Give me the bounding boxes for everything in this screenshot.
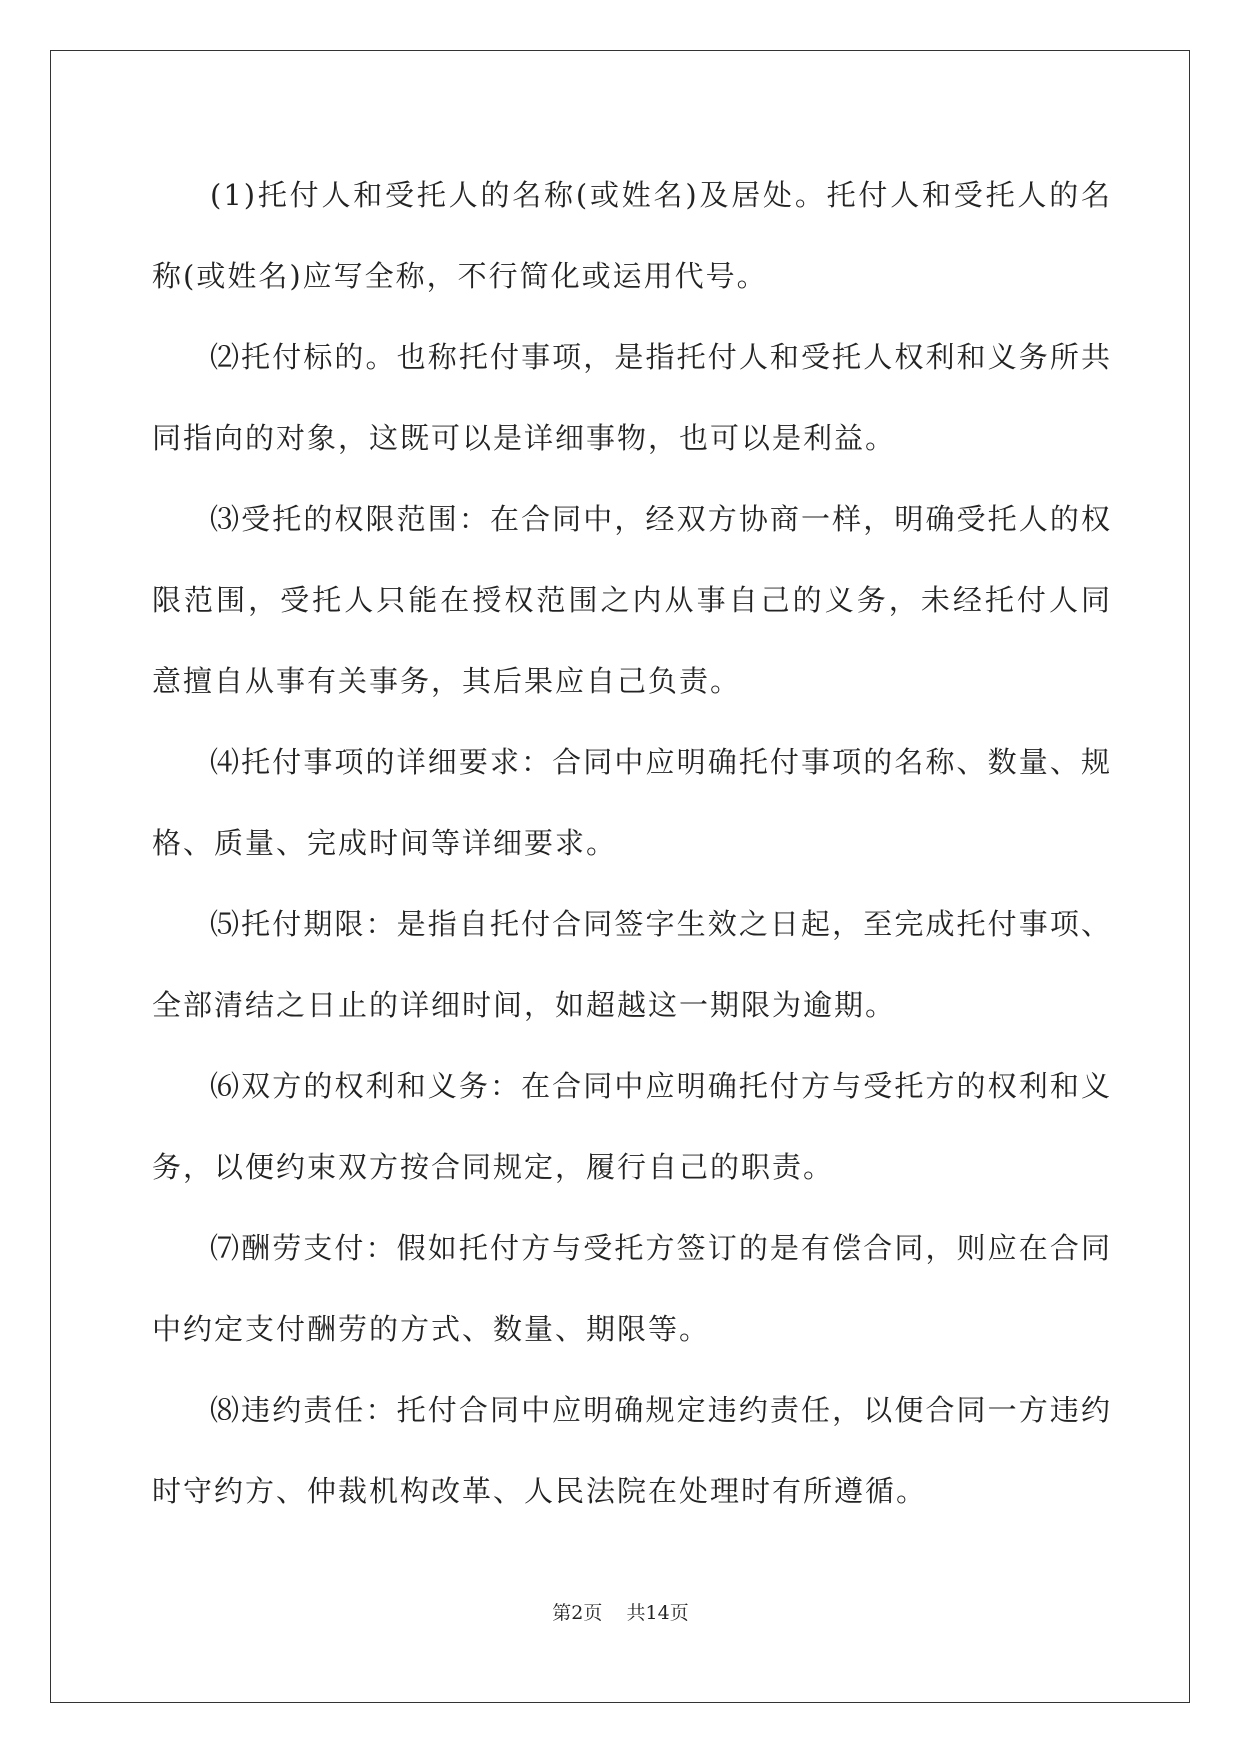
paragraph-2: ⑵托付标的。也称托付事项，是指托付人和受托人权利和义务所共同指向的对象，这既可以是详细事物，也可以是利益。	[152, 340, 1112, 455]
document-body	[152, 155, 1112, 1532]
page-total: 共14页	[626, 1602, 689, 1624]
paragraph-3: ⑶受托的权限范围：在合同中，经双方协商一样，明确受托人的权限范围，受托人只能在授权范围之内从事自己的义务，未经托付人同意擅自从事有关事务，其后果应自己负责。	[152, 502, 1112, 698]
paragraph-7: ⑺酬劳支付：假如托付方与受托方签订的是有偿合同，则应在合同中约定支付酬劳的方式、数量、期限等。	[152, 1231, 1112, 1346]
page-footer	[0, 1598, 1241, 1625]
paragraph-8: ⑻违约责任：托付合同中应明确规定违约责任，以便合同一方违约时守约方、仲裁机构改革、人民法院在处理时有所遵循。	[152, 1393, 1112, 1508]
paragraph-6: ⑹双方的权利和义务：在合同中应明确托付方与受托方的权利和义务，以便约束双方按合同规定，履行自己的职责。	[152, 1069, 1112, 1184]
paragraph-5: ⑸托付期限：是指自托付合同签字生效之日起，至完成托付事项、全部清结之日止的详细时间，如超越这一期限为逾期。	[152, 907, 1112, 1022]
paragraph-4: ⑷托付事项的详细要求：合同中应明确托付事项的名称、数量、规格、质量、完成时间等详细要求。	[152, 745, 1112, 860]
page-number: 第2页	[552, 1602, 603, 1624]
paragraph-1: (1)托付人和受托人的名称(或姓名)及居处。托付人和受托人的名称(或姓名)应写全称，不行简化或运用代号。	[152, 178, 1112, 293]
